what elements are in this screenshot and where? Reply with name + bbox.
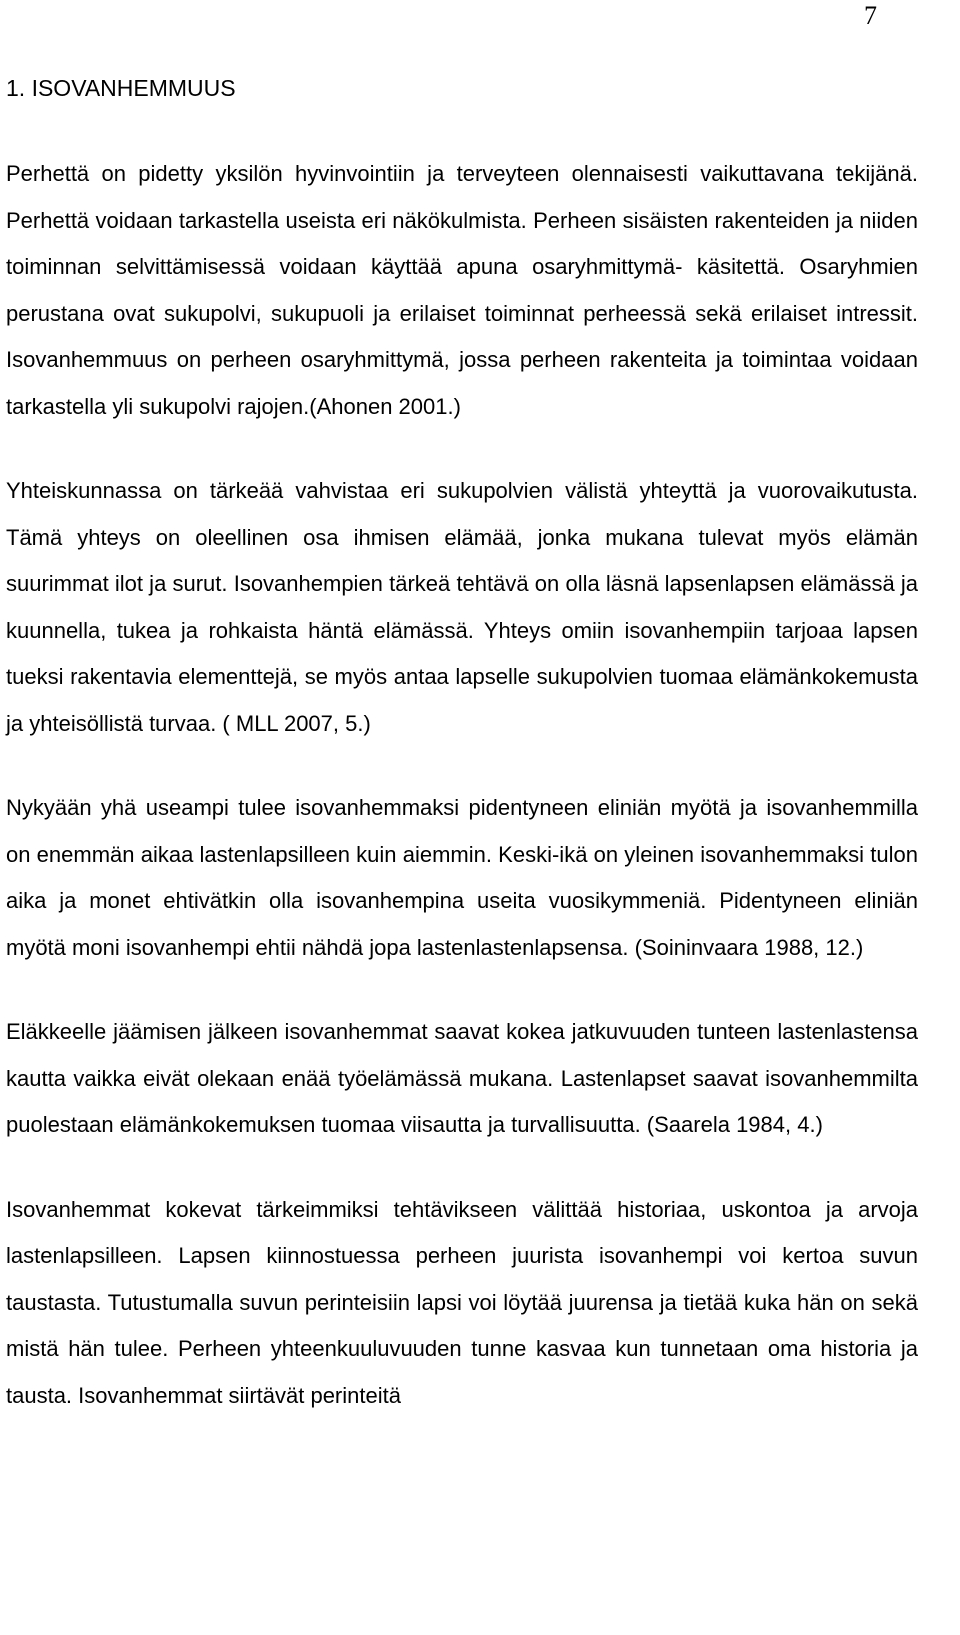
paragraph-4: Eläkkeelle jäämisen jälkeen isovanhemmat saavat kokea jatkuvuuden tunteen lastenlastensa kautta vaikka eivät olekaan enää työelämässä mukana. Lastenlapset saavat isovanhemmilta puolestaan elämänkokemuksen tuomaa viisautta ja turvallisuutta. (Saarela 1984, 4.) (6, 1019, 918, 1137)
document-body (6, 72, 918, 1419)
section-heading: 1. ISOVANHEMMUUS (6, 75, 236, 101)
page-number: 7 (864, 1, 877, 30)
paragraph-3: Nykyään yhä useampi tulee isovanhemmaksi pidentyneen eliniän myötä ja isovanhemmilla on enemmän aikaa lastenlapsilleen kuin aiemmin. Keski-ikä on yleinen isovanhemmaksi tulon aika ja monet ehtivätkin olla isovanhempina useita vuosikymmeniä. Pidentyneen eliniän myötä moni isovanhempi ehtii nähdä jopa lastenlastenlapsensa. (Soininvaara 1988, 12.) (6, 795, 918, 960)
paragraph-2: Yhteiskunnassa on tärkeää vahvistaa eri sukupolvien välistä yhteyttä ja vuorovaikutusta. Tämä yhteys on oleellinen osa ihmisen elämää, jonka mukana tulevat myös elämän suurimmat ilot ja surut. Isovanhempien tärkeä tehtävä on olla läsnä lapsenlapsen elämässä ja kuunnella, tukea ja rohkaista häntä elämässä. Yhteys omiin isovanhempiin tarjoaa lapsen tueksi rakentavia elementtejä, se myös antaa lapselle sukupolvien tuomaa elämänkokemusta ja yhteisöllistä turvaa. ( MLL 2007, 5.) (6, 478, 918, 736)
paragraph-5: Isovanhemmat kokevat tärkeimmiksi tehtävikseen välittää historiaa, uskontoa ja arvoja lastenlapsilleen. Lapsen kiinnostuessa perheen juurista isovanhempi voi kertoa suvun taustasta. Tutustumalla suvun perinteisiin lapsi voi löytää juurensa ja tietää kuka hän on sekä mistä hän tulee. Perheen yhteenkuuluvuuden tunne kasvaa kun tunnetaan oma historia ja tausta. Isovanhemmat siirtävät perinteitä (6, 1196, 918, 1408)
paragraph-1: Perhettä on pidetty yksilön hyvinvointiin ja terveyteen olennaisesti vaikuttavana tekijänä. Perhettä voidaan tarkastella useista eri näkökulmista. Perheen sisäisten rakenteiden ja niiden toiminnan selvittämisessä voidaan käyttää apuna osaryhmittymä- käsitettä. Osaryhmien perustana ovat sukupolvi, sukupuoli ja erilaiset toiminnat perheessä sekä erilaiset intressit. Isovanhemmuus on perheen osaryhmittymä, jossa perheen rakenteita ja toimintaa voidaan tarkastella yli sukupolvi rajojen.(Ahonen 2001.) (6, 161, 918, 419)
